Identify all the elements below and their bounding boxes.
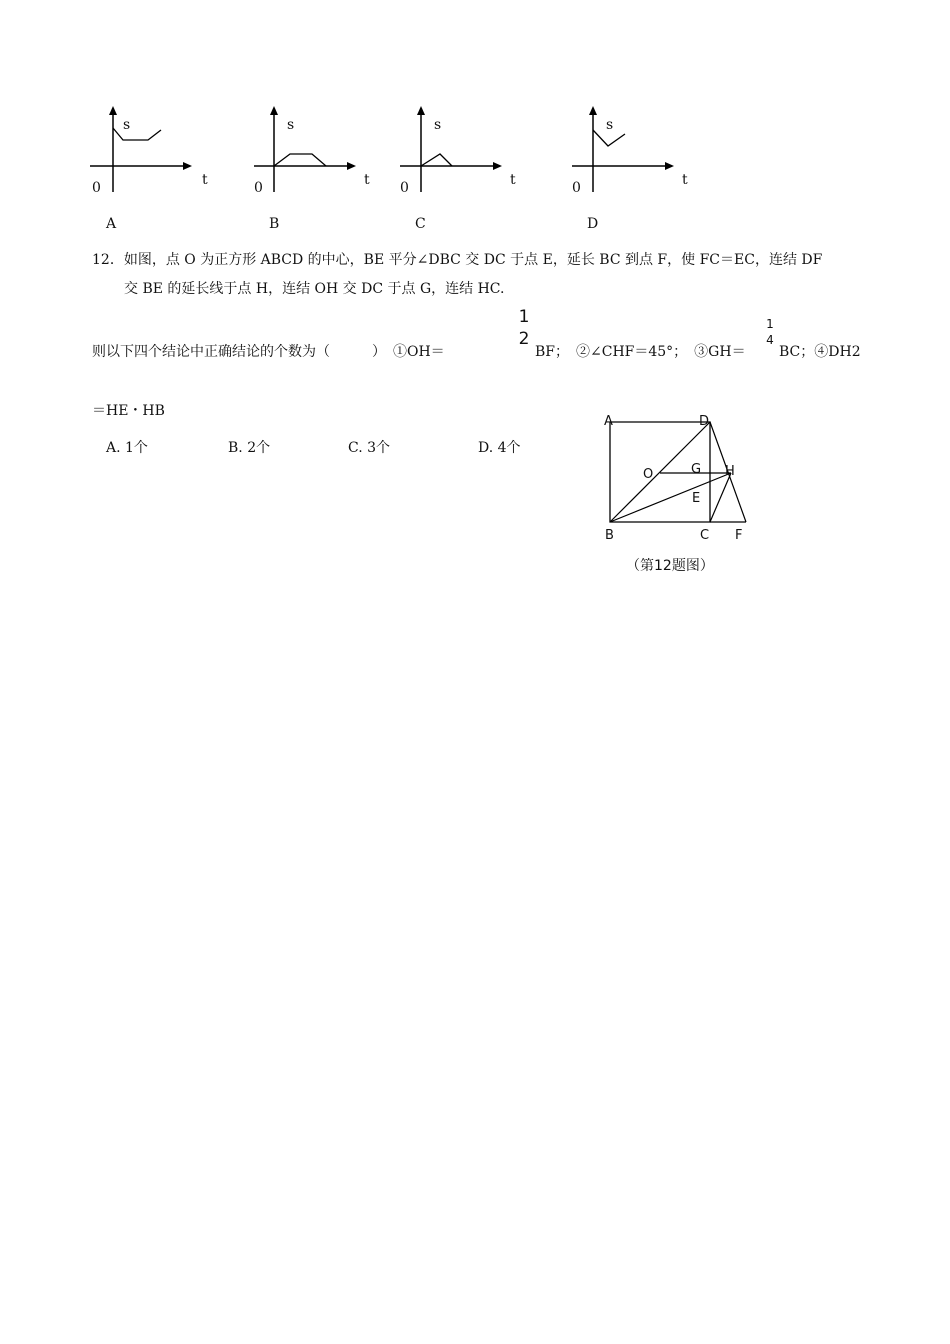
point-label-h: H	[725, 464, 735, 479]
fraction-numerator: 1	[766, 317, 774, 331]
point-label-c: C	[700, 528, 710, 543]
point-label-d: D	[699, 414, 710, 429]
origin-label: 0	[92, 180, 101, 196]
fraction-quarter	[764, 316, 776, 348]
axis-label-t: t	[682, 172, 688, 188]
question-line-4: ＝HE・HB	[92, 403, 165, 419]
axis-label-s: s	[123, 117, 131, 133]
axis-label-s: s	[606, 117, 614, 133]
fraction-denominator: 2	[518, 329, 530, 349]
origin-label: 0	[400, 180, 409, 196]
graph-option-b	[252, 100, 382, 210]
point-label-b: B	[605, 528, 614, 543]
square-figure-svg	[598, 408, 758, 558]
point-label-f: F	[735, 528, 743, 543]
figure-caption: （第12题图）	[626, 558, 714, 574]
point-label-g: G	[691, 462, 702, 477]
axis-label-t: t	[202, 172, 208, 188]
question-line-3a: 则以下四个结论中正确结论的个数为（ ） ①OH＝	[92, 344, 445, 360]
question-line-1: 12．如图，点 O 为正方形 ABCD 的中心，BE 平分∠DBC 交 DC 于点 E，延长 BC 到点 F，使 FC＝EC，连结 DF	[92, 252, 823, 268]
graph-d-plot	[570, 100, 700, 210]
graph-option-c	[398, 100, 528, 210]
answer-option-c: C. 3个	[348, 440, 391, 456]
graph-label-b: B	[269, 216, 280, 232]
answer-option-d: D. 4个	[478, 440, 521, 456]
question-line-3b: BF； ②∠CHF＝45°； ③GH＝	[535, 344, 746, 360]
question-line-3c: BC；④DH2	[779, 344, 861, 360]
answer-option-a: A. 1个	[106, 440, 148, 456]
graph-b-plot	[252, 100, 382, 210]
fraction-denominator: 4	[766, 333, 774, 347]
fraction-half	[516, 306, 532, 350]
point-label-a: A	[604, 414, 613, 429]
axis-label-t: t	[510, 172, 516, 188]
graph-c-plot	[398, 100, 528, 210]
geometry-figure	[598, 408, 758, 578]
question-line-2: 交 BE 的延长线于点 H，连结 OH 交 DC 于点 G，连结 HC.	[124, 281, 505, 297]
graph-option-a	[88, 100, 218, 210]
origin-label: 0	[572, 180, 581, 196]
graph-label-a: A	[106, 216, 117, 232]
graph-label-d: D	[587, 216, 599, 232]
axis-label-s: s	[287, 117, 295, 133]
origin-label: 0	[254, 180, 263, 196]
axis-label-t: t	[364, 172, 370, 188]
graph-label-c: C	[415, 216, 426, 232]
answer-option-b: B. 2个	[228, 440, 271, 456]
point-label-e: E	[692, 491, 701, 506]
point-label-o: O	[643, 467, 654, 482]
fraction-numerator: 1	[518, 307, 530, 327]
graph-a-plot	[88, 100, 218, 210]
graph-option-d	[570, 100, 700, 210]
axis-label-s: s	[434, 117, 442, 133]
